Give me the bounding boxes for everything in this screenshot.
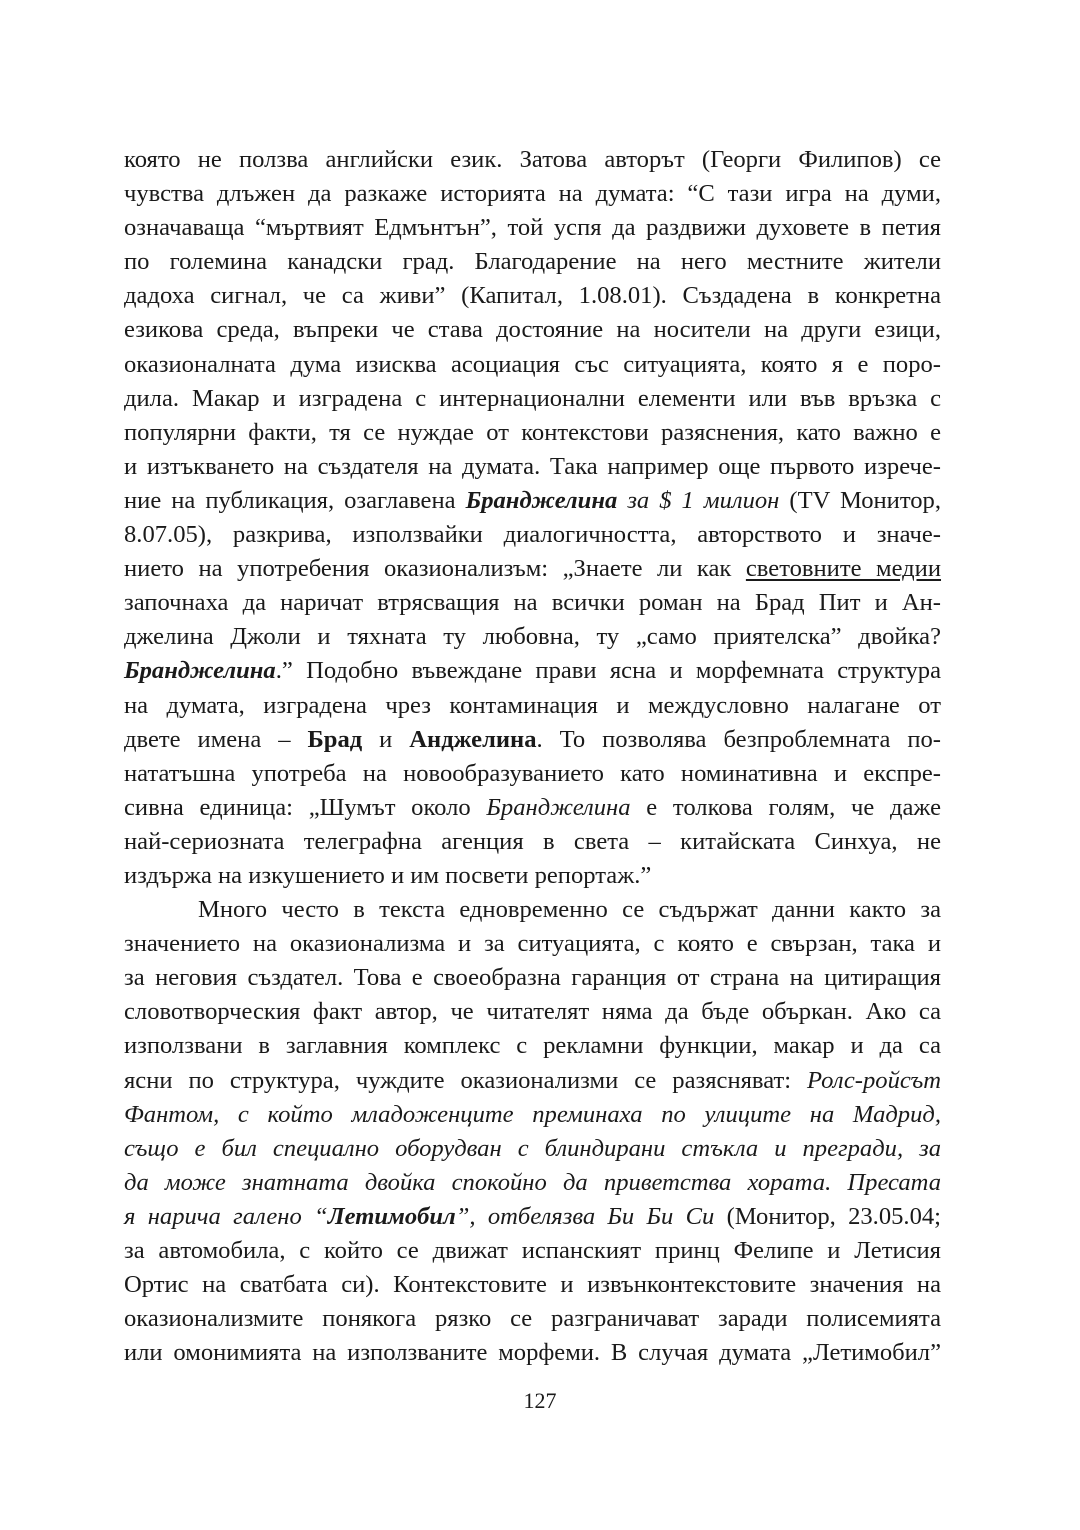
text-line bbox=[124, 1166, 941, 1200]
text-line bbox=[124, 1268, 941, 1302]
text-line bbox=[124, 859, 941, 893]
text-segment: Ортис на сватбата си). Контекстовите и извънконтекстовите значения на bbox=[124, 1271, 941, 1299]
text-segment: езикова среда, въпреки че става достояние на носители на други езици, bbox=[124, 316, 941, 344]
text-line bbox=[124, 245, 941, 279]
text-segment: (Монитор, 23.05.04; bbox=[714, 1202, 942, 1230]
text-line bbox=[124, 416, 941, 450]
text-line bbox=[124, 927, 941, 961]
emphasis-text: ”, отбелязва Би Би Си bbox=[455, 1202, 715, 1230]
text-segment: нататъшна употреба на новообразуванието като номинативна и експре- bbox=[124, 759, 941, 787]
text-line bbox=[124, 450, 941, 484]
text-line bbox=[124, 1200, 941, 1234]
text-line bbox=[124, 1302, 941, 1336]
text-segment: или омонимията на използваните морфеми. В случая думата „Летимобил” bbox=[124, 1339, 941, 1367]
text-segment: издържа на изкушението и им посвети репортаж.” bbox=[124, 861, 652, 889]
text-line bbox=[124, 313, 941, 347]
emphasis-text: Брад bbox=[307, 725, 363, 753]
emphasis-text: я нарича галено “ bbox=[124, 1202, 328, 1230]
body-text bbox=[124, 143, 941, 1370]
text-segment: значението на оказионализма и за ситуацията, с която е свързан, така и bbox=[124, 930, 941, 958]
text-segment: популярни факти, тя се нуждае от контекстови разяснения, като важно е bbox=[124, 418, 941, 446]
text-segment: на думата, изградена чрез контаминация и междусловно налагане от bbox=[124, 691, 941, 719]
emphasis-text: Бранджелина bbox=[465, 486, 618, 514]
text-line bbox=[124, 1132, 941, 1166]
text-line bbox=[124, 1336, 941, 1370]
text-line bbox=[124, 757, 941, 791]
text-segment: използвани в заглавния комплекс с рекламни функции, макар и да са bbox=[124, 1032, 941, 1060]
text-segment: словотворческия факт автор, че читателят няма да бъде объркан. Ако са bbox=[124, 998, 941, 1026]
text-segment: по големина канадски град. Благодарение на него местните жители bbox=[124, 248, 941, 276]
emphasis-text: Бранджелина bbox=[124, 657, 276, 685]
emphasis-text: също е бил специално оборудван с блиндирани стъкла и прегради, за bbox=[124, 1134, 941, 1162]
text-line bbox=[124, 177, 941, 211]
emphasis-text: световните медии bbox=[745, 555, 942, 583]
text-segment: нието на употребения оказионализъм: „Знаете ли как bbox=[124, 555, 746, 583]
emphasis-text: за $ 1 милион bbox=[617, 486, 780, 514]
text-segment: дадоха сигнал, че са живи” (Капитал, 1.08.01). Създадена в конкретна bbox=[124, 282, 941, 310]
text-line bbox=[124, 723, 941, 757]
emphasis-text: да може знатната двойка спокойно да приветства хората. Пресата bbox=[124, 1168, 941, 1196]
text-segment: ние на публикация, озаглавена bbox=[124, 486, 466, 514]
emphasis-text: Летимобил bbox=[327, 1202, 456, 1230]
text-line bbox=[124, 654, 941, 688]
text-line bbox=[124, 893, 941, 927]
text-line bbox=[124, 995, 941, 1029]
text-segment: двете имена – bbox=[124, 725, 308, 753]
text-segment: оказионалната дума изисква асоциация със ситуацията, която я е поро- bbox=[124, 350, 941, 378]
text-line bbox=[124, 1098, 941, 1132]
text-segment: за автомобила, с който се движат испанският принц Фелипе и Летисия bbox=[124, 1237, 941, 1264]
text-line bbox=[124, 279, 941, 313]
text-segment: . То позволява безпроблемната по- bbox=[536, 725, 941, 753]
text-segment: оказионализмите понякога рязко се разграничават заради полисемията bbox=[124, 1305, 941, 1333]
text-line bbox=[124, 586, 941, 620]
text-line bbox=[124, 143, 941, 177]
text-segment: (TV Монитор, bbox=[779, 486, 942, 514]
emphasis-text: Бранджелина bbox=[486, 793, 631, 821]
text-line bbox=[124, 382, 941, 416]
text-line bbox=[124, 211, 941, 245]
text-segment: дила. Макар и изградена с интернационални елементи или във връзка с bbox=[124, 384, 941, 412]
text-segment: започнаха да наричат втрясващия на всички роман на Брад Пит и Ан- bbox=[124, 589, 941, 617]
emphasis-text: Фантом, с който младоженците преминаха по улиците на Мадрид, bbox=[124, 1100, 941, 1128]
emphasis-text: Анджелина bbox=[409, 725, 537, 753]
text-segment: .” Подобно въвеждане прави ясна и морфемната структура bbox=[275, 657, 941, 685]
text-segment: чувства длъжен да разкаже историята на думата: “С тази игра на думи, bbox=[124, 180, 941, 208]
text-segment: Много често в текста едновременно се съдържат данни както за bbox=[198, 896, 941, 924]
page-number: 127 bbox=[523, 1388, 557, 1413]
text-line bbox=[124, 825, 941, 859]
text-segment: означаваща “мъртвият Едмънтън”, той успя да раздвижи духовете в петия bbox=[124, 214, 941, 242]
text-segment: и bbox=[362, 725, 410, 753]
text-line bbox=[124, 620, 941, 654]
text-segment: най-сериозната телеграфна агенция в света – китайската Синхуа, не bbox=[124, 827, 941, 855]
text-segment: за неговия създател. Това е своеобразна гаранция от страна на цитиращия bbox=[124, 964, 941, 992]
text-segment: 8.07.05), разкрива, използвайки диалогичността, авторството и значе- bbox=[124, 521, 941, 549]
text-segment: сивна единица: „Шумът около bbox=[124, 793, 487, 821]
text-line bbox=[124, 1029, 941, 1063]
emphasis-text: Ролс-ройсът bbox=[807, 1066, 941, 1094]
text-segment: джелина Джоли и тяхната ту любовна, ту „само приятелска” двойка? bbox=[124, 623, 941, 651]
text-line bbox=[124, 518, 941, 552]
text-line bbox=[124, 484, 941, 518]
text-line bbox=[124, 552, 941, 586]
text-line bbox=[124, 961, 941, 995]
text-segment: която не ползва английски език. Затова авторът (Георги Филипов) се bbox=[124, 146, 941, 173]
text-line bbox=[124, 689, 941, 723]
text-line bbox=[124, 1064, 941, 1098]
text-line bbox=[124, 791, 941, 825]
text-line bbox=[124, 1234, 941, 1268]
text-segment: е толкова голям, че даже bbox=[630, 793, 941, 821]
text-segment: ясни по структура, чуждите оказионализми се разясняват: bbox=[124, 1066, 808, 1094]
text-line bbox=[124, 348, 941, 382]
text-segment: и изтъкването на създателя на думата. Така например още първото изрече- bbox=[124, 452, 941, 480]
